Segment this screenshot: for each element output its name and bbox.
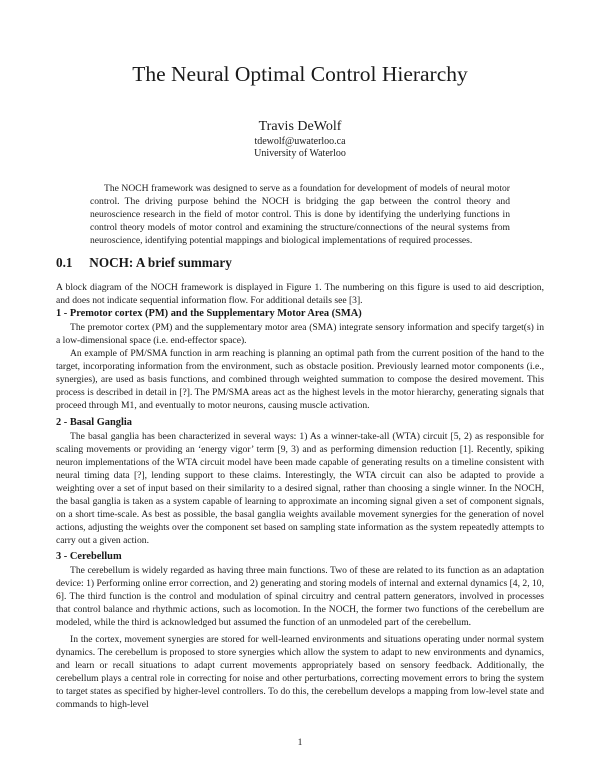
author-affiliation: University of Waterloo: [254, 148, 346, 159]
section-title: NOCH: A brief summary: [89, 255, 232, 270]
section-heading: [56, 255, 232, 271]
author-name: Travis DeWolf: [258, 119, 342, 134]
paragraph-pm-sma-1: The premotor cortex (PM) and the supplementary motor area (SMA) integrate sensory information and specify target(s) in a low-dimensional space (i.e. end-effector space).: [56, 322, 544, 347]
paragraph-cerebellum-2: In the cortex, movement synergies are stored for well-learned environments and situations operating under normal system dynamics. The cerebellum is proposed to store synergies which allow the system to adapt to new environments and dynamics, and learn or recall situations to adapt current movements appropriately based on sensory feedback. Additionally, the cerebellum plays a central role in correcting for noise and other perturbations, correcting movement errors to bring the system to target states as specified by higher-level controllers. To do this, the cerebellum develops a mapping from low-level state and commands to high-level: [56, 634, 544, 711]
author-email: tdewolf@uwaterloo.ca: [254, 136, 346, 147]
paragraph-cerebellum-1: The cerebellum is widely regarded as having three main functions. Two of these are related to its function as an adaptation device: 1) Performing online error correction, and 2) generating and storing models of internal and external dynamics [4, 2, 10, 6]. The third function is the control and modulation of spinal circuitry and central pattern generators, involved in processes that control balance and rhythmic actions, such as locomotion. In the NOCH, the former two functions of the cerebellum are modeled, while the third is acknowledged but assumed the function of an unmodeled part of the cerebellum.: [56, 565, 544, 629]
section-number: 0.1: [56, 255, 73, 270]
subsection-heading-cerebellum: 3 - Cerebellum: [56, 551, 122, 562]
author-block: [0, 118, 600, 160]
page-number: 1: [297, 737, 303, 748]
paragraph-pm-sma-2: An example of PM/SMA function in arm reaching is planning an optimal path from the current position of the hand to the target, incorporating information from the environment, such as obstacle position. Previously learned motor components (i.e., synergies), are used as basis functions, and combined through weighted summation to compose the desired movement. This process is described in detail in [?]. The PM/SMA areas act as the highest levels in the motor hierarchy, generating signals that proceed through M1, and eventually to motor neurons, causing muscle activation.: [56, 348, 544, 412]
subsection-heading-pm-sma: 1 - Premotor cortex (PM) and the Supplementary Motor Area (SMA): [56, 308, 362, 319]
section-intro: A block diagram of the NOCH framework is displayed in Figure 1. The numbering on this figure is used to aid description, and does not indicate sequential information flow. For additional details see [3].: [56, 282, 544, 307]
paper-title: The Neural Optimal Control Hierarchy: [132, 62, 468, 86]
paragraph-basal-ganglia-1: The basal ganglia has been characterized in several ways: 1) As a winner-take-all (WTA) circuit [5, 2) as responsible for scaling movements or providing an ‘energy vigor’ term [9, 3) and as performing dimension reduction [1]. Recently, spiking neuron implementations of the WTA circuit model have been made capable of generating results on a timeline consistent with neural timing data [?], lending support to these claims. Interestingly, the WTA circuit can also be adapted to provide a weighting over a set of input based on their similarity to a desired signal, rather than choosing a single winner. In the NOCH, the basal ganglia is taken as a system capable of learning to approximate an incoming signal given a set of component signals, on a short time-scale. As best as possible, the basal ganglia weights available movement synergies for the generation of novel actions, adjusting the weights over the component set based on sampling state information as the system repeatedly attempts to carry out a given action.: [56, 431, 544, 547]
abstract: The NOCH framework was designed to serve as a foundation for development of models of neural motor control. The driving purpose behind the NOCH is bridging the gap between the control theory and neuroscience research in the field of motor control. This is done by identifying the underlying functions in control theory models of motor control and examining the structure/connections of the neural systems from neuroscience, identifying potential mappings and biological implementations of required processes.: [90, 183, 510, 247]
subsection-heading-basal-ganglia: 2 - Basal Ganglia: [56, 417, 132, 428]
